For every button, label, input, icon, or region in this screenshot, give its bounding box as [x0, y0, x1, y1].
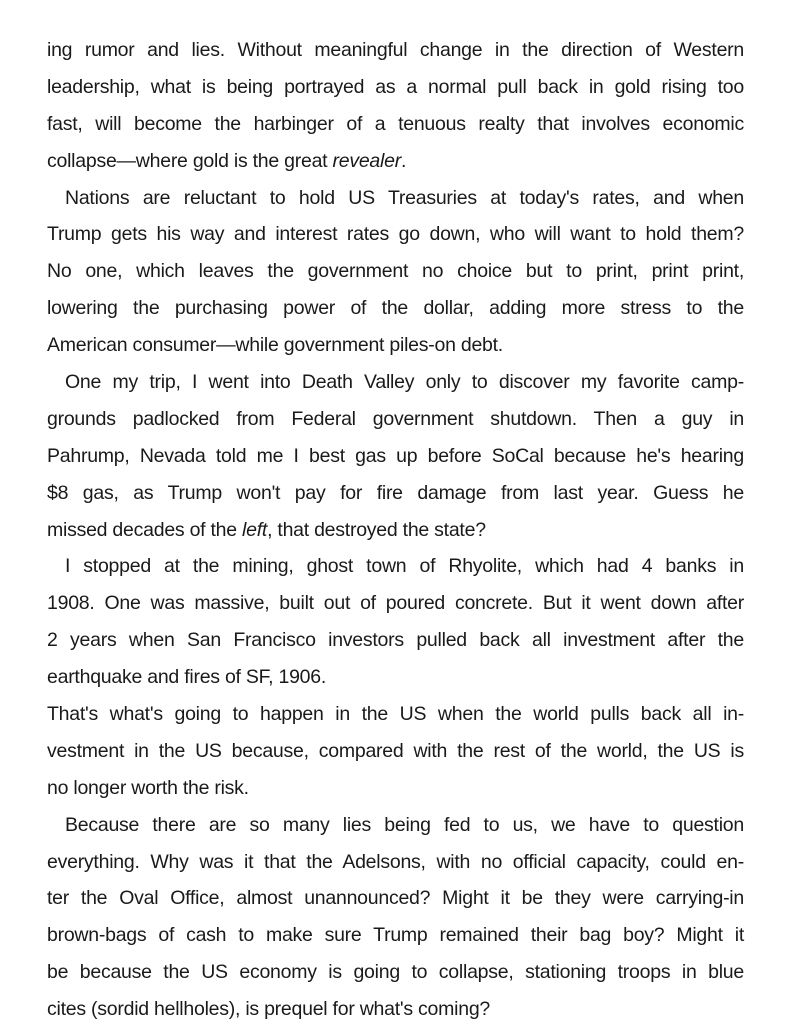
- text-line: everything. Why was it that the Adelsons, with no official capacity, could en-: [47, 850, 744, 873]
- text-line: [47, 143, 744, 180]
- text-line: vestment in the US because, compared with the rest of the world, the US is: [47, 739, 744, 762]
- italic-word: revealer: [332, 149, 401, 172]
- text-span: , that destroyed the state?: [267, 518, 486, 541]
- paragraph-1: [47, 32, 744, 180]
- paragraph-5: [47, 696, 744, 807]
- text-line: lowering the purchasing power of the dollar, adding more stress to the: [47, 297, 744, 320]
- text-line: Trump gets his way and interest rates go down, who will want to hold them?: [47, 223, 744, 246]
- text-span: .: [400, 149, 407, 172]
- text-line: Nations are reluctant to hold US Treasuries at today's rates, and when: [65, 186, 744, 209]
- text-line: American consumer—while government piles-on debt.: [47, 334, 503, 357]
- text-line: [47, 512, 744, 549]
- paragraph-6: [47, 807, 744, 1028]
- text-line: 2 years when San Francisco investors pulled back all investment after the: [47, 629, 744, 652]
- text-line: leadership, what is being portrayed as a normal pull back in gold rising too: [47, 75, 744, 98]
- text-line: fast, will become the harbinger of a tenuous realty that involves economic: [47, 112, 744, 135]
- text-line: ing rumor and lies. Without meaningful change in the direction of Western: [47, 39, 744, 61]
- text-line: I stopped at the mining, ghost town of Rhyolite, which had 4 banks in: [65, 555, 744, 578]
- text-line: $8 gas, as Trump won't pay for fire damage from last year. Guess he: [47, 481, 744, 504]
- text-line: One my trip, I went into Death Valley only to discover my favorite camp-: [65, 371, 744, 394]
- text-line: That's what's going to happen in the US when the world pulls back all in-: [47, 703, 744, 726]
- text-line: grounds padlocked from Federal government shutdown. Then a guy in: [47, 407, 744, 430]
- text-line: brown-bags of cash to make sure Trump remained their bag boy? Might it: [47, 924, 744, 947]
- text-span: missed decades of the: [47, 518, 243, 541]
- text-line: Because there are so many lies being fed to us, we have to question: [65, 813, 744, 836]
- text-line: cites (sordid hellholes), is prequel for what's coming?: [47, 998, 491, 1021]
- document-page: [47, 32, 744, 1028]
- text-line: ter the Oval Office, almost unannounced? Might it be they were carrying-in: [47, 887, 744, 910]
- text-line: No one, which leaves the government no choice but to print, print print,: [47, 260, 744, 283]
- text-line: be because the US economy is going to collapse, stationing troops in blue: [47, 961, 744, 984]
- text-line: Pahrump, Nevada told me I best gas up before SoCal because he's hearing: [47, 444, 744, 467]
- text-line: earthquake and fires of SF, 1906.: [47, 666, 327, 689]
- italic-word: left: [242, 518, 268, 541]
- text-span: collapse—where gold is the great: [47, 149, 333, 172]
- paragraph-3: [47, 364, 744, 548]
- paragraph-2: [47, 180, 744, 364]
- text-line: 1908. One was massive, built out of poured concrete. But it went down after: [47, 592, 744, 615]
- paragraph-4: [47, 548, 744, 696]
- text-line: no longer worth the risk.: [47, 776, 249, 799]
